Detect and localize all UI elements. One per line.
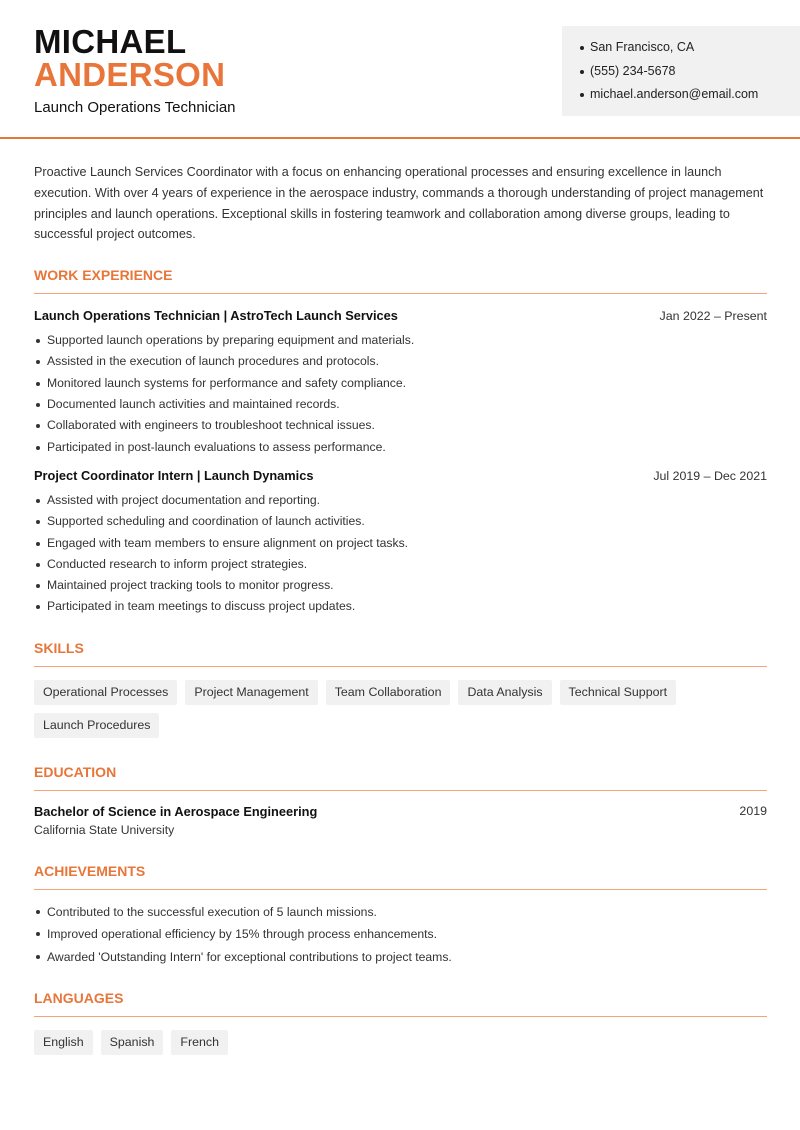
summary: Proactive Launch Services Coordinator with a focus on enhancing operational processes and ensuring excellence in launch execution. With over 4 years of experience in the aerospace industry, commands a thorough understanding of project management principles and launch operations. Exceptional skills in fostering teamwork and collaboration among diverse groups, leading to successful project outcomes. [34, 165, 764, 242]
job-header [34, 308, 767, 323]
list-item: Assisted in the execution of launch procedures and protocols. [34, 351, 767, 372]
list-item: Conducted research to inform project strategies. [34, 554, 767, 575]
languages-tags [34, 1030, 767, 1055]
skill-tag: Team Collaboration [326, 680, 451, 705]
list-item: Monitored launch systems for performance and safety compliance. [34, 373, 767, 394]
list-item: Contributed to the successful execution of 5 launch missions. [34, 901, 767, 924]
education-school: California State University [34, 822, 175, 837]
last-name: ANDERSON [34, 56, 226, 93]
list-item: Engaged with team members to ensure alignment on project tasks. [34, 533, 767, 554]
list-item: Supported scheduling and coordination of launch activities. [34, 511, 767, 532]
language-tag: English [34, 1030, 93, 1055]
skill-tag: Launch Procedures [34, 713, 159, 738]
list-item: Participated in team meetings to discuss project updates. [34, 596, 767, 617]
job-bullets [34, 490, 767, 618]
job-entry [34, 468, 767, 618]
job-entry [34, 308, 767, 458]
education-degree: Bachelor of Science in Aerospace Engineering [34, 803, 318, 819]
resume-header [0, 0, 800, 139]
resume-body [34, 162, 767, 1055]
job-role: Project Coordinator Intern | Launch Dynamics [34, 467, 314, 483]
contact-phone: (555) 234-5678 [562, 60, 800, 84]
list-item: Maintained project tracking tools to monitor progress. [34, 575, 767, 596]
achievements-heading: ACHIEVEMENTS [34, 863, 767, 890]
achievements-list [34, 901, 767, 969]
list-item: Documented launch activities and maintained records. [34, 394, 767, 415]
skill-tag: Project Management [185, 680, 317, 705]
skills-tags [34, 680, 767, 738]
list-item: Participated in post-launch evaluations to assess performance. [34, 437, 767, 458]
headline-title: Launch Operations Technician [34, 99, 236, 116]
job-dates: Jul 2019 – Dec 2021 [653, 468, 767, 483]
language-tag: French [171, 1030, 228, 1055]
list-item: Improved operational efficiency by 15% through process enhancements. [34, 923, 767, 946]
list-item: Supported launch operations by preparing equipment and materials. [34, 330, 767, 351]
list-item: Awarded 'Outstanding Intern' for exceptional contributions to project teams. [34, 946, 767, 969]
education-year: 2019 [739, 803, 767, 818]
contact-email: michael.anderson@email.com [562, 83, 800, 107]
work-experience-heading: WORK EXPERIENCE [34, 267, 767, 294]
education-heading: EDUCATION [34, 764, 767, 791]
contact-list [562, 26, 800, 107]
language-tag: Spanish [101, 1030, 164, 1055]
job-dates: Jan 2022 – Present [659, 309, 767, 324]
languages-heading: LANGUAGES [34, 990, 767, 1017]
skills-heading: SKILLS [34, 640, 767, 667]
skill-tag: Technical Support [560, 680, 677, 705]
list-item: Collaborated with engineers to troubleshoot technical issues. [34, 415, 767, 436]
first-name: MICHAEL [34, 23, 187, 60]
job-bullets [34, 330, 767, 458]
contact-box [562, 26, 800, 116]
job-header [34, 468, 767, 483]
contact-location: San Francisco, CA [562, 36, 800, 60]
job-role: Launch Operations Technician | AstroTech Launch Services [34, 308, 398, 324]
skill-tag: Operational Processes [34, 680, 177, 705]
skill-tag: Data Analysis [458, 680, 551, 705]
education-header [34, 804, 767, 819]
list-item: Assisted with project documentation and reporting. [34, 490, 767, 511]
